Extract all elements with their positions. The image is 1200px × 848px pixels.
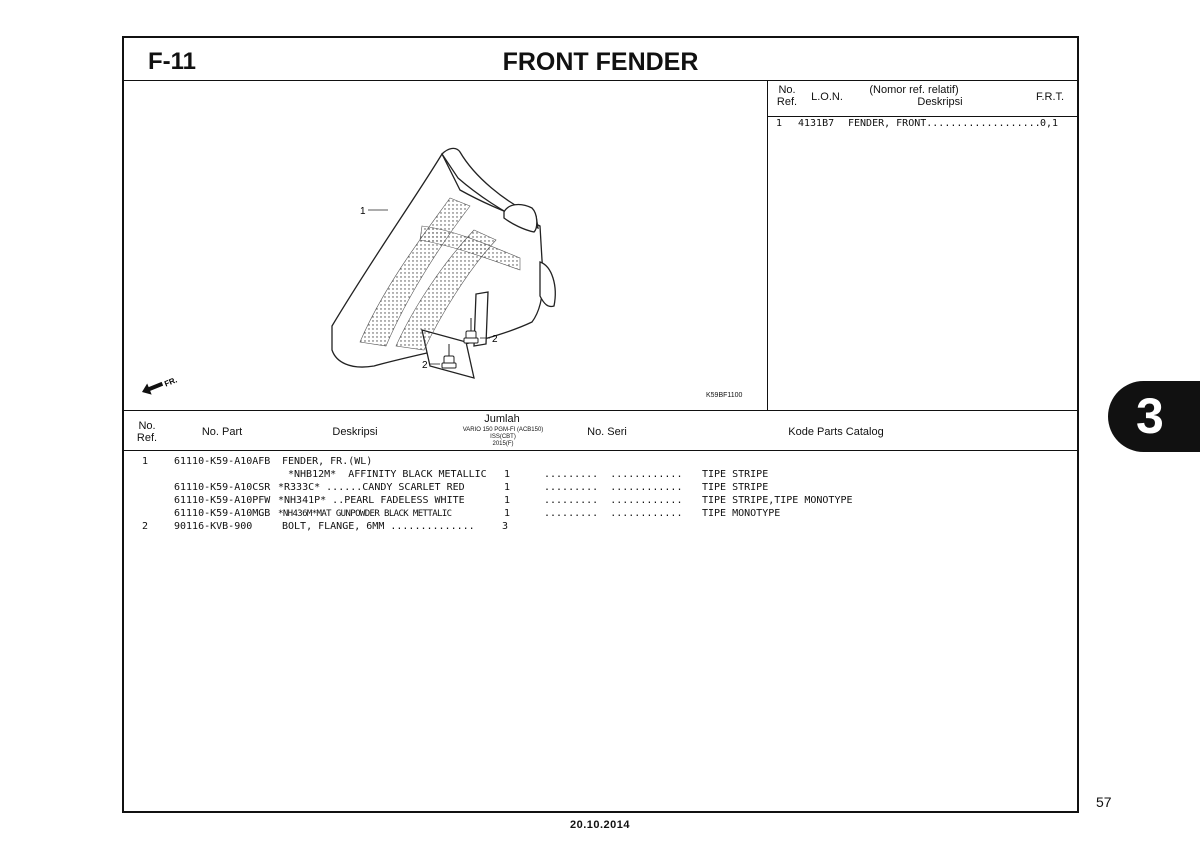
parts-header-divider	[124, 450, 1077, 451]
front-direction-arrow-icon	[140, 373, 179, 398]
chapter-number: 3	[1136, 388, 1164, 444]
lon-header-divider	[767, 116, 1077, 117]
callout-2-lower: 2	[422, 360, 428, 371]
parts-header-deskripsi: Deskripsi	[332, 426, 378, 438]
parts-header-kode: Kode Parts Catalog	[788, 426, 884, 438]
parts-page-frame: F-11 FRONT FENDER 1 2 2 FR. K59BF1100 No. Ref. L.O.N. (Nomor ref. relatif) Deskripsi F.R.T. 1 4131B7 FENDER, FRONT................... 0,1 No. Ref. No. Part Deskripsi Jumlah VARIO 150 PGM-FI (ACB150) ISS(CBT) 2015(F) No. Seri Kode Parts Catalog 1 61110-K59-A10AFB FENDER, FR.(WL) *NHB12M* AFFINITY BLACK METALLIC 1 ......... ............ TIPE STRIPE 61110-K59-A10CSR *R333C* ......CANDY SCARLET RED 1 ......... ............ TIPE STRIPE 61110-K59-A10PFW *NH341P* ..PEARL FADELESS WHITE 1 ......... ............ TIPE STRIPE,TIPE MONOTYPE 61110-K59-A10MGB *NH436M*MAT GUNPOWDER BLACK METTALIC 1 ......... ............ TIPE MONOTYPE 2 90116-KVB-900 BOLT, FLANGE, 6MM .............. 3	[122, 36, 1079, 813]
lon-header-no-ref: No. Ref.	[776, 84, 798, 108]
callout-2-upper: 2	[492, 334, 498, 345]
chapter-tab	[1108, 381, 1200, 452]
lon-header-frt: F.R.T.	[1035, 91, 1065, 103]
footer-date: 20.10.2014	[569, 819, 631, 831]
parts-header-jumlah: Jumlah	[484, 413, 520, 425]
parts-header-no-seri: No. Seri	[587, 426, 627, 438]
section-code: F-11	[148, 48, 197, 75]
parts-top-divider	[124, 410, 1077, 411]
lon-row-ref: 1	[776, 118, 783, 129]
page-number: 57	[1096, 794, 1112, 810]
parts-header-no-ref: No. Ref.	[136, 420, 158, 444]
lon-header-lon: L.O.N.	[811, 91, 843, 103]
lon-row-lon: 4131B7	[798, 118, 835, 129]
lon-row-frt: 0,1	[1040, 118, 1059, 129]
direction-label: FR.	[163, 375, 179, 389]
drawing-code: K59BF1100	[706, 392, 743, 399]
parts-header-model: VARIO 150 PGM-FI (ACB150) ISS(CBT) 2015(F)	[462, 427, 544, 447]
lon-header-desc-line2: Deskripsi	[917, 96, 963, 108]
parts-header-no-part: No. Part	[201, 426, 243, 438]
fender-exploded-drawing	[124, 80, 768, 410]
lon-row-desc: FENDER, FRONT...................	[848, 118, 1041, 129]
lon-header-desc-line1: (Nomor ref. relatif)	[869, 84, 959, 96]
page-title: FRONT FENDER	[502, 48, 699, 76]
callout-1: 1	[360, 206, 366, 217]
front-fender-illustration	[332, 148, 555, 378]
